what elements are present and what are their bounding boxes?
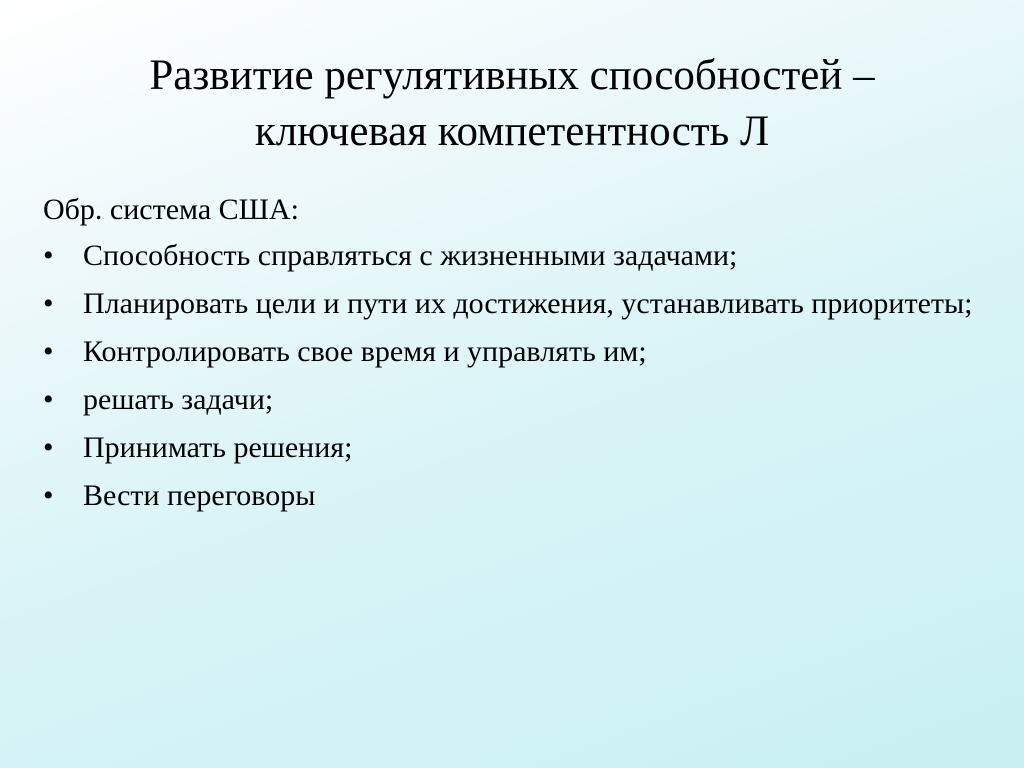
list-item (43, 383, 983, 417)
list-item (43, 287, 983, 321)
bullet-icon: • (43, 479, 54, 512)
bullet-list (43, 239, 983, 513)
list-item-text: Принимать решения; (83, 431, 353, 464)
bullet-icon: • (43, 287, 54, 320)
list-item-text: Вести переговоры (83, 479, 316, 512)
bullet-icon: • (43, 239, 54, 272)
slide-title-line-2: ключевая компетентность Л (254, 108, 770, 155)
bullet-icon: • (43, 383, 54, 416)
list-item-text: Контролировать свое время и управлять им; (83, 335, 647, 368)
list-item-text: решать задачи; (83, 383, 274, 416)
list-item (43, 479, 983, 513)
list-item-text: Планировать цели и пути их достижения, устанавливать приоритеты; (83, 287, 973, 320)
list-item (43, 431, 983, 465)
slide-title (60, 48, 964, 160)
bullet-icon: • (43, 335, 54, 368)
list-item-text: Способность справляться с жизненными задачами; (83, 239, 738, 272)
slide-body (43, 193, 983, 527)
list-item (43, 239, 983, 273)
intro-text: Обр. система США: (43, 193, 299, 226)
bullet-icon: • (43, 431, 54, 464)
list-item (43, 335, 983, 369)
slide-title-line-1: Развитие регулятивных способностей – (149, 52, 875, 99)
